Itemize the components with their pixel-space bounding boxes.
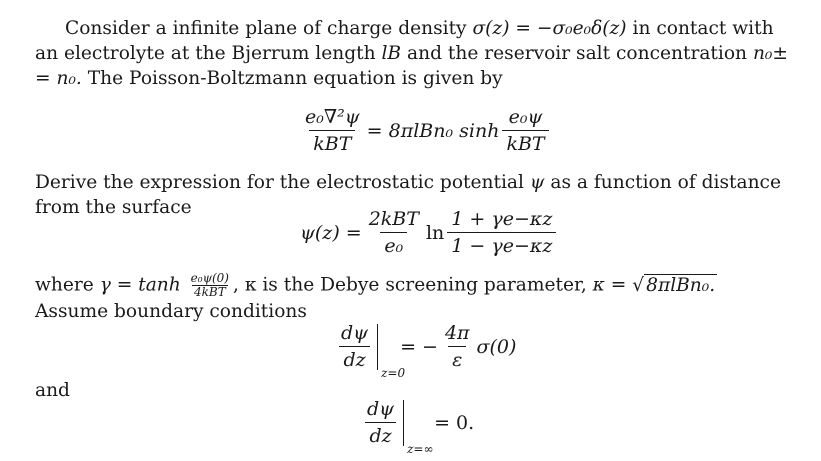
bc2-evaluation-bar bbox=[403, 400, 434, 456]
derive-text-1: Derive the expression for the electrostatic potential bbox=[35, 172, 524, 193]
psi-symbol: ψ bbox=[529, 172, 545, 193]
bc2-derivative-fraction bbox=[363, 398, 398, 447]
intro-paragraph bbox=[35, 16, 791, 91]
where-text-1: , κ is the Debye screening parameter, bbox=[233, 274, 587, 296]
boundary-condition-2 bbox=[360, 398, 475, 456]
intro-text-4: The Poisson-Boltzmann equation is given by bbox=[87, 68, 503, 89]
bc1-derivative-denominator: dz bbox=[339, 346, 369, 371]
bc2-derivative-numerator: dψ bbox=[367, 398, 395, 420]
sqrt-expression: √ 8πlBn₀. bbox=[632, 274, 716, 296]
psi-log-numerator: 1 + γe−κz bbox=[451, 208, 553, 230]
gamma-argument-numerator: e₀ψ(0) bbox=[190, 271, 229, 285]
kappa-expression: κ = bbox=[592, 274, 627, 296]
bc1-derivative-numerator: dψ bbox=[341, 322, 369, 344]
psi-coefficient-numerator: 2kBT bbox=[368, 208, 419, 230]
bc1-rhs-numerator: 4π bbox=[444, 322, 470, 344]
intro-text-2: in contact with an electrolyte at the Bjerrum length bbox=[35, 18, 774, 64]
pb-rhs-fraction bbox=[502, 106, 548, 155]
bjerrum-length-symbol: lB bbox=[381, 43, 402, 64]
gamma-expression: γ = tanh bbox=[99, 274, 181, 296]
where-word: where bbox=[35, 274, 94, 296]
salt-concentration-expression: n₀± = n₀. bbox=[35, 43, 788, 89]
pb-lhs-fraction bbox=[301, 106, 364, 155]
pb-rhs-numerator: e₀ψ bbox=[508, 106, 543, 128]
bc1-equals: = − bbox=[400, 335, 438, 358]
bc1-derivative-fraction bbox=[337, 322, 372, 371]
psi-coefficient-fraction bbox=[365, 208, 423, 257]
potential-solution-equation bbox=[300, 208, 559, 257]
psi-log-denominator: 1 − γe−κz bbox=[447, 232, 556, 257]
psi-lhs: ψ(z) = bbox=[300, 221, 362, 244]
derive-text-2: as a function of distance from the surface bbox=[35, 172, 781, 218]
pb-lhs-denominator: kBT bbox=[309, 130, 355, 155]
intro-text-1: Consider a infinite plane of charge density bbox=[65, 18, 467, 39]
bc1-evaluation-bar bbox=[377, 324, 406, 380]
ln-operator: ln bbox=[425, 221, 445, 244]
bc1-rhs-fraction bbox=[441, 322, 474, 371]
psi-coefficient-denominator: e₀ bbox=[380, 232, 407, 257]
bc1-rhs-term: σ(0) bbox=[476, 335, 517, 358]
where-text-2: Assume boundary conditions bbox=[35, 301, 307, 322]
pb-lhs-numerator: e₀∇²ψ bbox=[305, 106, 360, 128]
bc2-derivative-denominator: dz bbox=[365, 422, 395, 447]
gamma-argument-denominator: 4kBT bbox=[193, 285, 226, 299]
intro-text-3: and the reservoir salt concentration bbox=[407, 43, 748, 64]
psi-log-argument-fraction bbox=[447, 208, 556, 257]
boundary-condition-1 bbox=[334, 322, 517, 380]
sqrt-argument: 8πlBn₀. bbox=[646, 274, 716, 296]
bc2-rhs: = 0. bbox=[434, 411, 475, 434]
gamma-argument-fraction bbox=[189, 272, 231, 299]
poisson-boltzmann-equation bbox=[298, 106, 552, 155]
bc1-evaluation-point: z=0 bbox=[381, 365, 406, 380]
pb-middle: = 8πlBn₀ sinh bbox=[366, 119, 500, 142]
pb-rhs-denominator: kBT bbox=[502, 130, 548, 155]
charge-density-expression: σ(z) = −σ₀e₀δ(z) bbox=[472, 18, 627, 39]
and-text: and bbox=[35, 380, 70, 401]
where-paragraph bbox=[35, 272, 791, 324]
bc2-evaluation-point: z=∞ bbox=[407, 441, 434, 456]
bc1-rhs-denominator: ε bbox=[448, 346, 466, 371]
